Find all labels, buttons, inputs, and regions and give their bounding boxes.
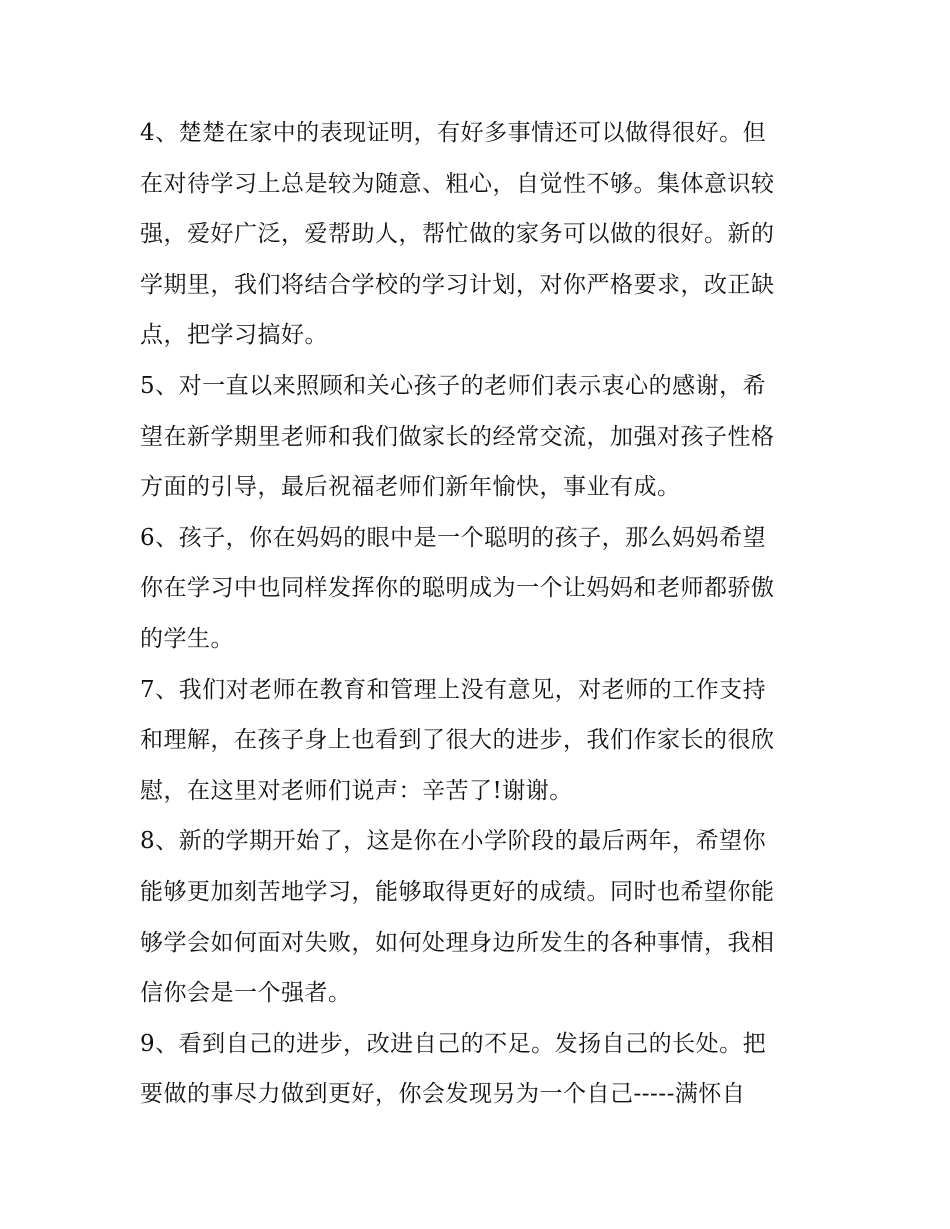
text-line: 点，把学习搞好。 bbox=[140, 322, 328, 349]
text-line: 和理解，在孩子身上也看到了很大的进步，我们作家长的很欣 bbox=[140, 727, 775, 754]
text-line: 慰，在这里对老师们说声：辛苦了!谢谢。 bbox=[140, 777, 573, 804]
paragraph-6 bbox=[140, 513, 820, 665]
text-line: 够学会如何面对失败，如何处理身边所发生的各种事情，我相 bbox=[140, 929, 775, 956]
text-line: 4、楚楚在家中的表现证明，有好多事情还可以做得很好。但 bbox=[140, 120, 767, 146]
text-line: 你在学习中也同样发挥你的聪明成为一个让妈妈和老师都骄傲 bbox=[140, 575, 775, 602]
paragraph-9 bbox=[140, 1019, 820, 1120]
text-line: 6、孩子，你在妈妈的眼中是一个聪明的孩子，那么妈妈希望 bbox=[140, 524, 767, 551]
text-line: 的学生。 bbox=[140, 625, 234, 652]
text-line: 8、新的学期开始了，这是你在小学阶段的最后两年，希望你 bbox=[140, 828, 767, 855]
text-line: 学期里，我们将结合学校的学习计划，对你严格要求，改正缺 bbox=[140, 271, 775, 298]
text-line: 强，爱好广泛，爱帮助人，帮忙做的家务可以做的很好。新的 bbox=[140, 221, 775, 248]
text-line: 9、看到自己的进步，改进自己的不足。发扬自己的长处。把 bbox=[140, 1030, 767, 1057]
document-body bbox=[140, 108, 820, 1120]
paragraph-7 bbox=[140, 665, 820, 817]
text-line: 方面的引导，最后祝福老师们新年愉快，事业有成。 bbox=[140, 474, 681, 501]
text-line: 信你会是一个强者。 bbox=[140, 980, 352, 1007]
text-line: 要做的事尽力做到更好，你会发现另为一个自己-----满怀自 bbox=[140, 1081, 746, 1108]
paragraph-4 bbox=[140, 108, 820, 361]
text-line: 在对待学习上总是较为随意、粗心，自觉性不够。集体意识较 bbox=[140, 170, 775, 197]
text-line: 7、我们对老师在教育和管理上没有意见，对老师的工作支持 bbox=[140, 676, 767, 703]
text-line: 望在新学期里老师和我们做家长的经常交流，加强对孩子性格 bbox=[140, 423, 775, 450]
text-line: 能够更加刻苦地学习，能够取得更好的成绩。同时也希望你能 bbox=[140, 878, 775, 905]
paragraph-5 bbox=[140, 361, 820, 513]
text-line: 5、对一直以来照顾和关心孩子的老师们表示衷心的感谢，希 bbox=[140, 372, 767, 399]
paragraph-8 bbox=[140, 816, 820, 1018]
